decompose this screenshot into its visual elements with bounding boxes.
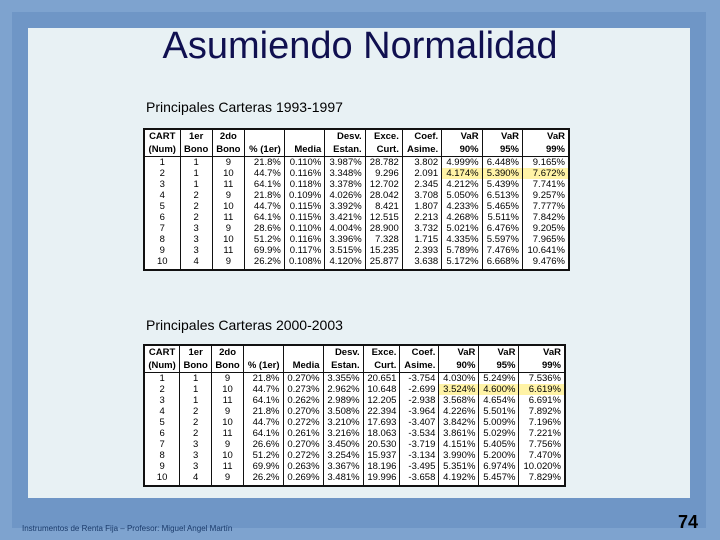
table-cell: -2.699 [400, 384, 439, 395]
column-header: Coef. [400, 345, 439, 359]
table-cell: 7.842% [523, 212, 570, 223]
column-header: 1er [180, 345, 212, 359]
table-cell: 5.439% [482, 179, 522, 190]
column-header: Curt. [363, 359, 400, 373]
table-cell: 6.691% [519, 395, 565, 406]
table-cell: 7.470% [519, 450, 565, 461]
table-cell: 15.937 [363, 450, 400, 461]
table-cell: 11 [212, 179, 244, 190]
portfolio-table-2000-2003 [143, 344, 566, 487]
table-cell: 7.829% [519, 472, 565, 486]
table-cell: 2.091 [402, 168, 441, 179]
column-header: VaR [479, 345, 519, 359]
table-cell: 2 [180, 190, 212, 201]
table-cell: 3.355% [323, 373, 363, 385]
table-cell: -3.754 [400, 373, 439, 385]
table-cell: 1 [180, 168, 212, 179]
column-header: VaR [523, 129, 570, 143]
column-header: Media [284, 143, 324, 157]
table-row [144, 373, 565, 385]
table-cell: -3.964 [400, 406, 439, 417]
table-cell: 7.328 [365, 234, 402, 245]
column-header: Desv. [323, 345, 363, 359]
table-cell: 4.335% [442, 234, 482, 245]
column-header: Bono [180, 143, 212, 157]
table-cell: 2.213 [402, 212, 441, 223]
table-cell: 7.536% [519, 373, 565, 385]
table-cell: 18.196 [363, 461, 400, 472]
table-cell: 5.009% [479, 417, 519, 428]
table-cell: 21.8% [244, 190, 284, 201]
table-cell: 12.702 [365, 179, 402, 190]
column-header: VaR [439, 345, 479, 359]
table-cell: 3.568% [439, 395, 479, 406]
table-cell: 51.2% [244, 450, 283, 461]
table-cell: 10.648 [363, 384, 400, 395]
table-cell: 5 [144, 417, 180, 428]
table-cell: 18.063 [363, 428, 400, 439]
table-cell: 6.476% [482, 223, 522, 234]
table-cell: 3.450% [323, 439, 363, 450]
table-cell: -3.658 [400, 472, 439, 486]
table-cell: 4.192% [439, 472, 479, 486]
column-header: 1er [180, 129, 212, 143]
table-cell: 0.270% [283, 406, 323, 417]
table-cell: 0.272% [283, 450, 323, 461]
table-row [144, 439, 565, 450]
table-cell: 2.989% [323, 395, 363, 406]
table-row [144, 450, 565, 461]
table-cell: 21.8% [244, 373, 283, 385]
column-header: Exce. [363, 345, 400, 359]
table-cell: 10 [144, 472, 180, 486]
table-row [144, 168, 569, 179]
table-cell: 7 [144, 439, 180, 450]
slide-footer: Instrumentos de Renta Fija – Profesor: Miguel Angel Martín [22, 524, 233, 533]
table-row [144, 190, 569, 201]
table-cell: 3.254% [323, 450, 363, 461]
section-title-1993-1997: Principales Carteras 1993-1997 [146, 99, 343, 115]
table-cell: 4.026% [325, 190, 365, 201]
table-cell: 69.9% [244, 245, 284, 256]
table-cell: 3 [180, 439, 212, 450]
table-cell: 26.2% [244, 472, 283, 486]
table-cell: 11 [212, 212, 244, 223]
column-header: Asime. [400, 359, 439, 373]
header-row [144, 345, 565, 359]
table-cell: 3.210% [323, 417, 363, 428]
page-number: 74 [677, 512, 698, 532]
table-cell: 5.021% [442, 223, 482, 234]
table-cell: 7.672% [523, 168, 570, 179]
header-row [144, 129, 569, 143]
column-header [244, 345, 283, 359]
table-cell: -3.719 [400, 439, 439, 450]
table-cell: 11 [212, 428, 244, 439]
column-header: Coef. [402, 129, 441, 143]
table-cell: 3.421% [325, 212, 365, 223]
table-cell: 4.212% [442, 179, 482, 190]
column-header: 90% [439, 359, 479, 373]
table-cell: 7 [144, 223, 180, 234]
table-cell: 0.263% [283, 461, 323, 472]
table-cell: -2.938 [400, 395, 439, 406]
table-cell: 9.476% [523, 256, 570, 270]
table-cell: 9.257% [523, 190, 570, 201]
table-cell: 2 [180, 212, 212, 223]
table-cell: 1 [180, 157, 212, 169]
table-cell: 3.367% [323, 461, 363, 472]
table-cell: 2 [180, 406, 212, 417]
table-cell: 21.8% [244, 406, 283, 417]
table-cell: 28.6% [244, 223, 284, 234]
table-cell: 3.396% [325, 234, 365, 245]
table-cell: 3 [180, 234, 212, 245]
table-cell: 4.600% [479, 384, 519, 395]
section-title-2000-2003: Principales Carteras 2000-2003 [146, 317, 343, 333]
portfolio-table-1993-1997 [143, 128, 570, 271]
table-cell: 5.457% [479, 472, 519, 486]
table-cell: 44.7% [244, 384, 283, 395]
table-cell: 2.962% [323, 384, 363, 395]
table-cell: 5.789% [442, 245, 482, 256]
table-cell: 5.511% [482, 212, 522, 223]
table-cell: 3.348% [325, 168, 365, 179]
table-cell: 5.405% [479, 439, 519, 450]
table-cell: 3 [144, 395, 180, 406]
table-cell: 3.842% [439, 417, 479, 428]
table-cell: 9 [212, 406, 244, 417]
table-row [144, 395, 565, 406]
table-row [144, 245, 569, 256]
table-cell: 8 [144, 234, 180, 245]
table-cell: 9 [144, 245, 180, 256]
column-header: Bono [180, 359, 212, 373]
table-cell: 3 [144, 179, 180, 190]
table-cell: 9 [212, 472, 244, 486]
table-cell: 7.965% [523, 234, 570, 245]
table-cell: -3.134 [400, 450, 439, 461]
column-header: (Num) [144, 143, 180, 157]
table-cell: 10.641% [523, 245, 570, 256]
table-cell: 7.476% [482, 245, 522, 256]
table-row [144, 256, 569, 270]
table-cell: 28.042 [365, 190, 402, 201]
column-header: 95% [479, 359, 519, 373]
table-cell: 9 [212, 256, 244, 270]
column-header: VaR [442, 129, 482, 143]
table-cell: 7.756% [519, 439, 565, 450]
table-cell: 2.345 [402, 179, 441, 190]
table-cell: 4.268% [442, 212, 482, 223]
table-cell: 3.392% [325, 201, 365, 212]
table-cell: 4 [144, 190, 180, 201]
table-cell: 1 [180, 179, 212, 190]
table-cell: 9 [212, 190, 244, 201]
table-cell: 3 [180, 223, 212, 234]
table-cell: 21.8% [244, 157, 284, 169]
table-cell: 3.378% [325, 179, 365, 190]
column-header: Asime. [402, 143, 441, 157]
table-cell: 1.715 [402, 234, 441, 245]
table-row [144, 406, 565, 417]
table-cell: 5.249% [479, 373, 519, 385]
column-header: VaR [519, 345, 565, 359]
table-cell: 10 [212, 168, 244, 179]
column-header: % (1er) [244, 359, 283, 373]
table-cell: 7.741% [523, 179, 570, 190]
table-cell: 5.597% [482, 234, 522, 245]
table-row [144, 472, 565, 486]
column-header: % (1er) [244, 143, 284, 157]
table-cell: 1 [144, 157, 180, 169]
table-cell: 3.861% [439, 428, 479, 439]
table-cell: 6.448% [482, 157, 522, 169]
table-cell: -3.534 [400, 428, 439, 439]
table-cell: 2.393 [402, 245, 441, 256]
table-cell: 10 [212, 234, 244, 245]
column-header: Estan. [325, 143, 365, 157]
column-header: CART [144, 129, 180, 143]
table-cell: 0.110% [284, 157, 324, 169]
table-cell: 3.987% [325, 157, 365, 169]
table-cell: 17.693 [363, 417, 400, 428]
table-cell: 7.777% [523, 201, 570, 212]
table-cell: 11 [212, 245, 244, 256]
column-header: CART [144, 345, 180, 359]
table-cell: 8.421 [365, 201, 402, 212]
table-cell: 2 [144, 168, 180, 179]
table-cell: 4.120% [325, 256, 365, 270]
table-cell: 64.1% [244, 179, 284, 190]
column-header: Media [283, 359, 323, 373]
column-header: Exce. [365, 129, 402, 143]
table-row [144, 461, 565, 472]
table-cell: 28.782 [365, 157, 402, 169]
table-cell: 20.530 [363, 439, 400, 450]
table-cell: 2 [180, 201, 212, 212]
table-cell: 7.221% [519, 428, 565, 439]
table-cell: 0.109% [284, 190, 324, 201]
column-header: Bono [212, 143, 244, 157]
table-cell: 9 [212, 223, 244, 234]
table-cell: 9 [144, 461, 180, 472]
table-cell: 0.272% [283, 417, 323, 428]
table-cell: 4.999% [442, 157, 482, 169]
table-cell: 9.205% [523, 223, 570, 234]
column-header: 90% [442, 143, 482, 157]
table-cell: 10.020% [519, 461, 565, 472]
table-cell: 0.116% [284, 234, 324, 245]
column-header: Desv. [325, 129, 365, 143]
table-row [144, 223, 569, 234]
table-row [144, 428, 565, 439]
table-cell: 9.296 [365, 168, 402, 179]
table-cell: 9 [212, 157, 244, 169]
table-cell: 6 [144, 428, 180, 439]
table-cell: 9.165% [523, 157, 570, 169]
table-cell: 1 [144, 373, 180, 385]
table-cell: 26.6% [244, 439, 283, 450]
table-cell: 0.108% [284, 256, 324, 270]
table-row [144, 212, 569, 223]
table-cell: 20.651 [363, 373, 400, 385]
column-header: 99% [523, 143, 570, 157]
table-cell: 3.638 [402, 256, 441, 270]
table-cell: 10 [212, 201, 244, 212]
table-cell: 10 [144, 256, 180, 270]
table-cell: 44.7% [244, 168, 284, 179]
table-cell: 8 [144, 450, 180, 461]
table-cell: 25.877 [365, 256, 402, 270]
table-cell: -3.407 [400, 417, 439, 428]
table-cell: 5.465% [482, 201, 522, 212]
table-cell: 3.708 [402, 190, 441, 201]
table-cell: 7.196% [519, 417, 565, 428]
table-cell: 26.2% [244, 256, 284, 270]
table-cell: 0.262% [283, 395, 323, 406]
column-header: 2do [212, 345, 244, 359]
table-cell: 3 [180, 461, 212, 472]
table-cell: 0.117% [284, 245, 324, 256]
table-cell: 0.115% [284, 201, 324, 212]
table-cell: 4.233% [442, 201, 482, 212]
slide-title: Asumiendo Normalidad [162, 25, 558, 67]
table-cell: 5 [144, 201, 180, 212]
table-cell: 3.481% [323, 472, 363, 486]
table-cell: 5.501% [479, 406, 519, 417]
table-cell: 6.513% [482, 190, 522, 201]
table-cell: 5.351% [439, 461, 479, 472]
table-cell: 1 [180, 373, 212, 385]
header-row [144, 359, 565, 373]
table-cell: 3.524% [439, 384, 479, 395]
table-cell: 64.1% [244, 428, 283, 439]
column-header: 2do [212, 129, 244, 143]
table-cell: 1.807 [402, 201, 441, 212]
table-cell: -3.495 [400, 461, 439, 472]
table-cell: 10 [212, 384, 244, 395]
table-cell: 6.619% [519, 384, 565, 395]
table-cell: 3.802 [402, 157, 441, 169]
table-cell: 4.174% [442, 168, 482, 179]
table-cell: 5.029% [479, 428, 519, 439]
table-cell: 11 [212, 461, 244, 472]
table-cell: 0.270% [283, 439, 323, 450]
table-row [144, 201, 569, 212]
table-cell: 3 [180, 450, 212, 461]
column-header [244, 129, 284, 143]
table-cell: 3.732 [402, 223, 441, 234]
table-cell: 3 [180, 245, 212, 256]
column-header: 95% [482, 143, 522, 157]
table-cell: 0.118% [284, 179, 324, 190]
table-row [144, 417, 565, 428]
column-header [284, 129, 324, 143]
table-cell: 64.1% [244, 395, 283, 406]
table-cell: 4.226% [439, 406, 479, 417]
table-cell: 10 [212, 450, 244, 461]
table-cell: 9 [212, 373, 244, 385]
table-cell: 44.7% [244, 417, 283, 428]
column-header: VaR [482, 129, 522, 143]
table-cell: 4 [144, 406, 180, 417]
table-cell: 3.515% [325, 245, 365, 256]
table-row [144, 179, 569, 190]
table-cell: 0.261% [283, 428, 323, 439]
table-cell: 3.216% [323, 428, 363, 439]
table-cell: 4.151% [439, 439, 479, 450]
table-cell: 0.115% [284, 212, 324, 223]
table-cell: 0.269% [283, 472, 323, 486]
column-header: Estan. [323, 359, 363, 373]
table-cell: 10 [212, 417, 244, 428]
table-cell: 2 [180, 428, 212, 439]
table-cell: 12.515 [365, 212, 402, 223]
table-cell: 4.654% [479, 395, 519, 406]
table-cell: 2 [180, 417, 212, 428]
table-cell: 5.050% [442, 190, 482, 201]
table-cell: 0.116% [284, 168, 324, 179]
column-header: (Num) [144, 359, 180, 373]
table-cell: 64.1% [244, 212, 284, 223]
table-cell: 19.996 [363, 472, 400, 486]
header-row [144, 143, 569, 157]
table-cell: 1 [180, 395, 212, 406]
table-cell: 0.110% [284, 223, 324, 234]
table-cell: 1 [180, 384, 212, 395]
table-cell: 22.394 [363, 406, 400, 417]
table-cell: 15.235 [365, 245, 402, 256]
table-cell: 5.390% [482, 168, 522, 179]
table-cell: 6.974% [479, 461, 519, 472]
table-cell: 28.900 [365, 223, 402, 234]
table-cell: 0.273% [283, 384, 323, 395]
table-cell: 4 [180, 472, 212, 486]
table-row [144, 384, 565, 395]
table-cell: 4.030% [439, 373, 479, 385]
table-cell: 4 [180, 256, 212, 270]
table-cell: 69.9% [244, 461, 283, 472]
table-cell: 2 [144, 384, 180, 395]
table-cell: 0.270% [283, 373, 323, 385]
table-row [144, 157, 569, 169]
table-row [144, 234, 569, 245]
table-cell: 5.200% [479, 450, 519, 461]
column-header [283, 345, 323, 359]
table-cell: 51.2% [244, 234, 284, 245]
column-header: Bono [212, 359, 244, 373]
table-cell: 5.172% [442, 256, 482, 270]
table-cell: 12.205 [363, 395, 400, 406]
table-cell: 3.508% [323, 406, 363, 417]
table-cell: 7.892% [519, 406, 565, 417]
table-cell: 6.668% [482, 256, 522, 270]
table-cell: 9 [212, 439, 244, 450]
table-cell: 3.990% [439, 450, 479, 461]
table-cell: 44.7% [244, 201, 284, 212]
table-cell: 4.004% [325, 223, 365, 234]
column-header: Curt. [365, 143, 402, 157]
table-cell: 6 [144, 212, 180, 223]
column-header: 99% [519, 359, 565, 373]
table-cell: 11 [212, 395, 244, 406]
